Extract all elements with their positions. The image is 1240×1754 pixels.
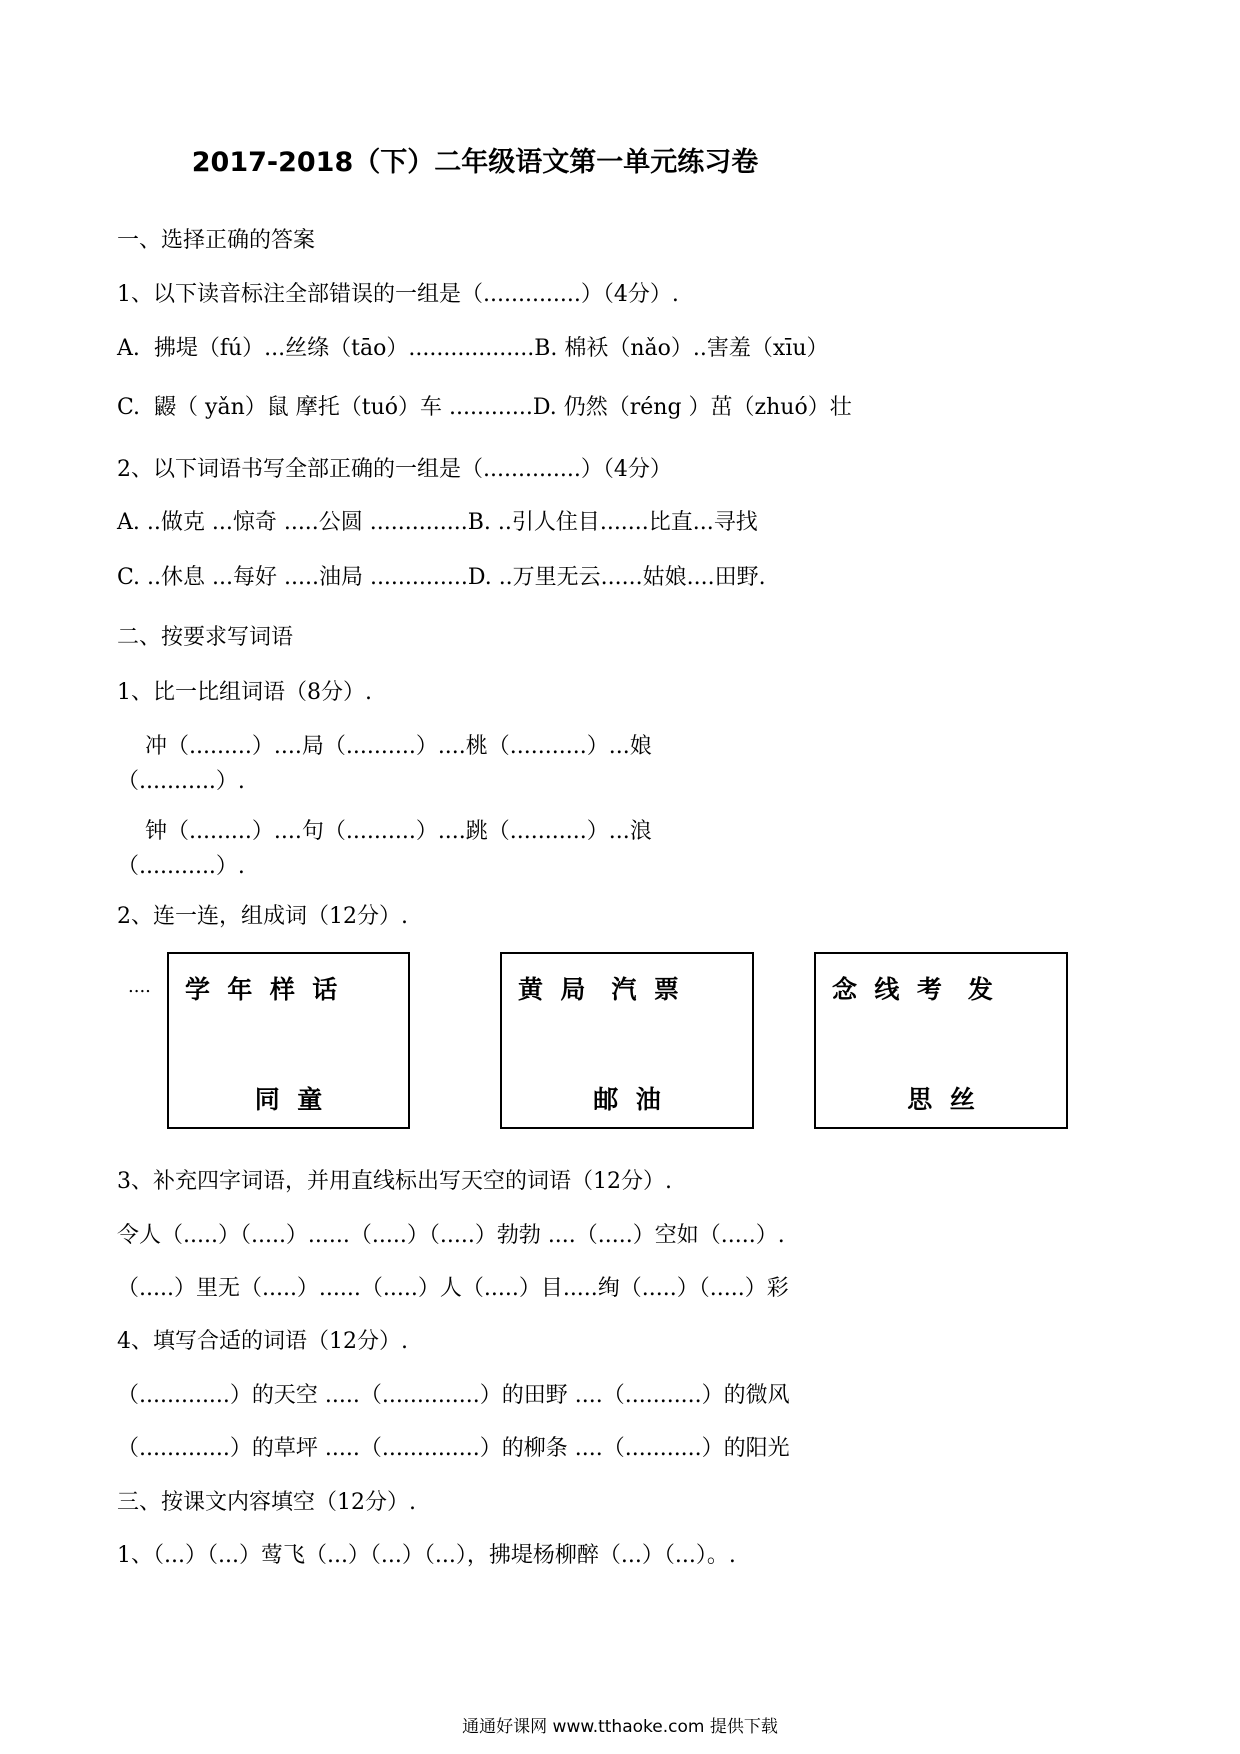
question-2-4: 4、填写合适的词语（12分）. [117,1329,408,1354]
question-2-3-row-1: 令人（.....）（.....）......（.....）（.....）勃勃 ....（.....）空如（.....）. [117,1223,785,1248]
question-3-1: 1、（...）（...）莺飞（...）（...）（...），拂堤杨柳醉（...）（...）。. [117,1543,736,1568]
section-1-heading: 一、选择正确的答案 [117,228,316,253]
question-1-2-options-ab: A. ..做克 ...惊奇 .....公圆 ..............B. ..引人住目.......比直...寻找 [117,510,758,535]
footer-credit: 通通好课网 www.tthaoke.com 提供下载 [462,1717,778,1737]
question-1-2-options-cd: C. ..休息 ...每好 .....油局 ..............D. ..万里无云......姑娘....田野. [117,565,766,590]
word-box-3-bottom: 思 丝 [907,1085,975,1114]
leader-dots: .... [128,976,151,997]
question-2-1-row-2-wrap: （...........）. [117,854,245,879]
question-2-1-row-2: 钟（.........）....句（..........）....跳（...........）...浪 [117,819,652,844]
word-box-3-top: 念 线 考 发 [832,975,993,1004]
word-box-1-top: 学 年 样 话 [185,975,338,1004]
question-2-2: 2、连一连，组成词（12分）. [117,904,408,929]
word-box-2-bottom: 邮 油 [593,1085,661,1114]
question-2-4-row-1: （.............）的天空 .....（..............）的田野 ....（...........）的微风 [117,1383,790,1408]
question-1-2: 2、以下词语书写全部正确的一组是（..............）（4分） [117,457,672,482]
question-1-1-options-cd: C. 鼹（ yǎn）鼠 摩托（tuó）车 ............D. 仍然（réng ）茁（zhuó）壮 [117,395,852,420]
section-3-heading: 三、按课文内容填空（12分）. [117,1490,416,1515]
section-2-heading: 二、按要求写词语 [117,625,294,650]
question-2-4-row-2: （.............）的草坪 .....（..............）的柳条 ....（...........）的阳光 [117,1436,790,1461]
word-box-1-bottom: 同 童 [254,1085,323,1114]
question-2-3: 3、补充四字词语，并用直线标出写天空的词语（12分）. [117,1169,672,1194]
word-box-2-top: 黄 局 汽 票 [518,975,679,1004]
question-1-1: 1、以下读音标注全部错误的一组是（..............）（4分）. [117,282,679,307]
question-2-1-row-1: 冲（.........）....局（..........）....桃（...........）...娘 [117,734,652,759]
word-box-3 [814,952,1068,1129]
page-title: 2017-2018（下）二年级语文第一单元练习卷 [191,147,759,178]
word-box-2 [500,952,754,1129]
question-2-1-row-1-wrap: （...........）. [117,769,245,794]
question-2-3-row-2: （.....）里无（.....）......（.....）人（.....）目.....绚（.....）（.....）彩 [117,1276,789,1301]
question-2-1: 1、比一比组词语（8分）. [117,680,372,705]
question-1-1-options-ab: A. 拂堤（fú）...丝绦（tāo）..................B. 棉袄（nǎo）..害羞（xīu） [117,336,829,361]
word-box-1 [167,952,410,1129]
